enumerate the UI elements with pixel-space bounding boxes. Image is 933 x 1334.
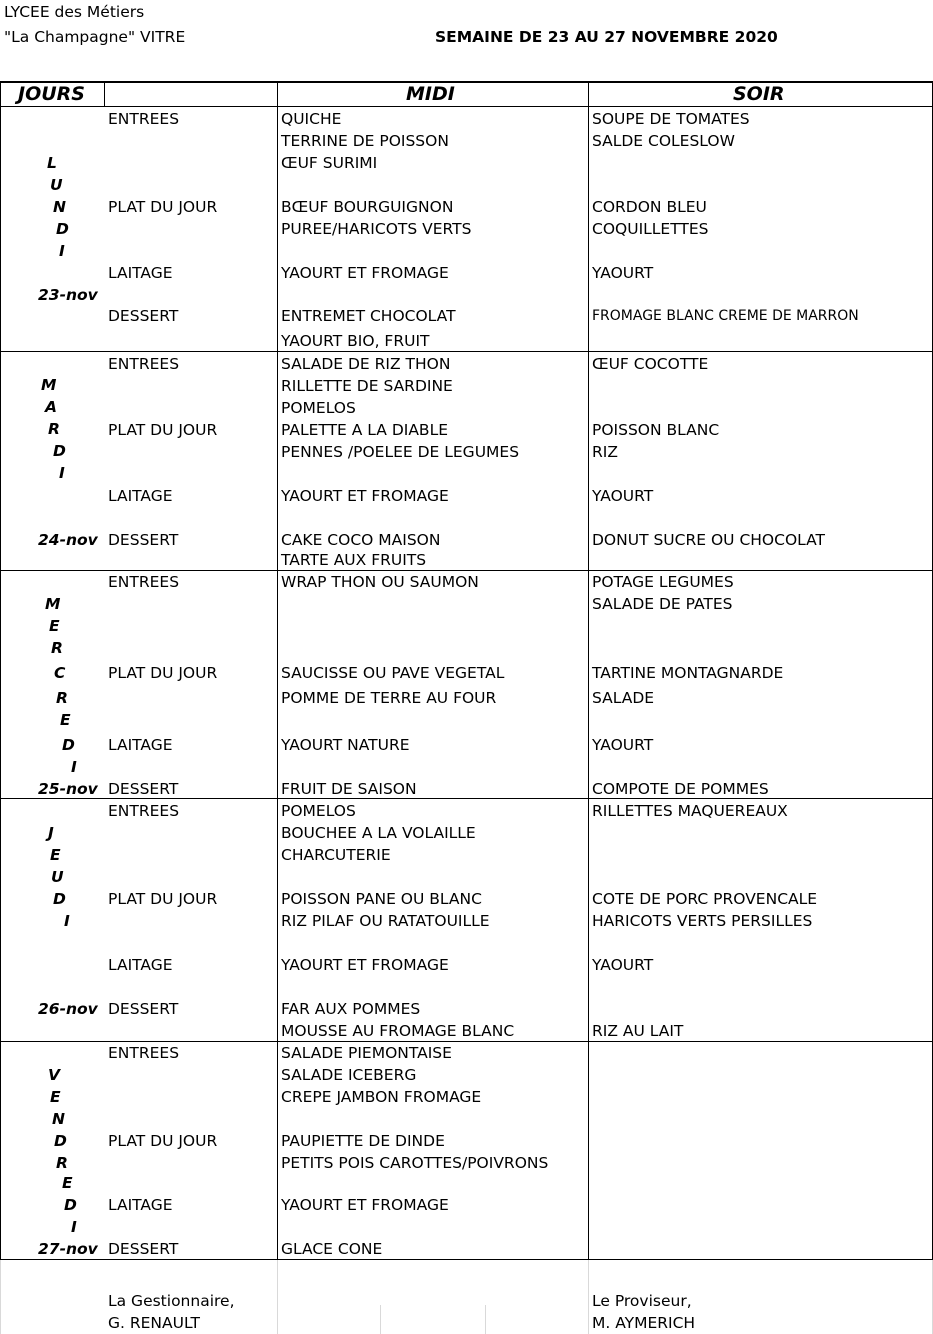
- soir-item: TARTINE MONTAGNARDE: [592, 664, 784, 682]
- day-letter: C: [54, 664, 66, 682]
- soir-item: RILLETTES MAQUEREAUX: [592, 802, 788, 820]
- soir-item: YAOURT: [592, 956, 654, 974]
- category-laitage: LAITAGE: [108, 956, 173, 974]
- soir-item: SALDE COLESLOW: [592, 132, 735, 150]
- category-dessert: DESSERT: [108, 780, 179, 798]
- soir-item: COTE DE PORC PROVENCALE: [592, 890, 818, 908]
- category-plat: PLAT DU JOUR: [108, 890, 218, 908]
- day-letter: L: [47, 154, 57, 172]
- midi-item: PETITS POIS CAROTTES/POIVRONS: [281, 1154, 549, 1172]
- category-dessert: DESSERT: [108, 531, 179, 549]
- grid-line: [588, 1260, 589, 1334]
- soir-item: SALADE DE PATES: [592, 595, 733, 613]
- table-left-border: [0, 81, 1, 1260]
- midi-item: CREPE JAMBON FROMAGE: [281, 1088, 482, 1106]
- category-entrees: ENTREES: [108, 110, 180, 128]
- midi-item: TERRINE DE POISSON: [281, 132, 449, 150]
- signature-left-name: G. RENAULT: [108, 1314, 200, 1332]
- midi-item: POMME DE TERRE AU FOUR: [281, 689, 497, 707]
- day-letter: E: [50, 846, 61, 864]
- day-letter: E: [49, 617, 60, 635]
- midi-item: RIZ PILAF OU RATATOUILLE: [281, 912, 490, 930]
- school-location: "La Champagne" VITRE: [4, 28, 186, 46]
- day-letter: U: [50, 176, 63, 194]
- grid-line: [0, 1260, 1, 1334]
- midi-item: YAOURT BIO, FRUIT: [281, 332, 430, 350]
- day-date: 25-nov: [38, 780, 98, 798]
- day-letter: E: [62, 1174, 73, 1192]
- day-letter: N: [53, 198, 66, 216]
- column-divider: [588, 81, 589, 1260]
- day-letter: I: [71, 1218, 77, 1236]
- category-entrees: ENTREES: [108, 1044, 180, 1062]
- day-letter: N: [52, 1110, 65, 1128]
- category-dessert: DESSERT: [108, 1000, 179, 1018]
- day-letter: U: [51, 868, 64, 886]
- day-date: 24-nov: [38, 531, 98, 549]
- category-laitage: LAITAGE: [108, 487, 173, 505]
- day-letter: D: [53, 890, 66, 908]
- signature-left-title: La Gestionnaire,: [108, 1292, 235, 1310]
- midi-item: CHARCUTERIE: [281, 846, 391, 864]
- midi-item: FAR AUX POMMES: [281, 1000, 421, 1018]
- day-separator: [0, 570, 933, 571]
- midi-item: TARTE AUX FRUITS: [281, 551, 427, 569]
- day-letter: M: [41, 376, 57, 394]
- midi-item: POMELOS: [281, 802, 356, 820]
- category-laitage: LAITAGE: [108, 264, 173, 282]
- category-entrees: ENTREES: [108, 355, 180, 373]
- day-separator: [0, 351, 933, 352]
- day-letter: I: [59, 242, 65, 260]
- day-letter: D: [53, 442, 66, 460]
- header-soir: SOIR: [733, 83, 785, 105]
- day-separator: [0, 1041, 933, 1042]
- midi-item: PENNES /POELEE DE LEGUMES: [281, 443, 520, 461]
- category-plat: PLAT DU JOUR: [108, 664, 218, 682]
- soir-item: RIZ AU LAIT: [592, 1022, 684, 1040]
- day-date: 23-nov: [38, 286, 98, 304]
- day-letter: V: [48, 1066, 60, 1084]
- grid-line: [380, 1305, 381, 1334]
- category-laitage: LAITAGE: [108, 1196, 173, 1214]
- day-letter: E: [50, 1088, 61, 1106]
- soir-item: SALADE: [592, 689, 655, 707]
- soir-item: YAOURT: [592, 487, 654, 505]
- midi-item: SAUCISSE OU PAVE VEGETAL: [281, 664, 505, 682]
- signature-right-name: M. AYMERICH: [592, 1314, 696, 1332]
- day-letter: E: [60, 711, 71, 729]
- midi-item: FRUIT DE SAISON: [281, 780, 417, 798]
- midi-item: SALADE DE RIZ THON: [281, 355, 451, 373]
- column-divider: [104, 81, 105, 107]
- day-date: 26-nov: [38, 1000, 98, 1018]
- midi-item: ENTREMET CHOCOLAT: [281, 307, 456, 325]
- midi-item: GLACE CONE: [281, 1240, 383, 1258]
- signature-right-title: Le Proviseur,: [592, 1292, 692, 1310]
- day-letter: I: [64, 912, 70, 930]
- midi-item: YAOURT ET FROMAGE: [281, 264, 449, 282]
- soir-item: COMPOTE DE POMMES: [592, 780, 769, 798]
- header-midi: MIDI: [406, 83, 455, 105]
- midi-item: YAOURT ET FROMAGE: [281, 1196, 449, 1214]
- soir-item: SOUPE DE TOMATES: [592, 110, 750, 128]
- category-entrees: ENTREES: [108, 802, 180, 820]
- day-letter: R: [56, 689, 68, 707]
- midi-item: MOUSSE AU FROMAGE BLANC: [281, 1022, 515, 1040]
- table-bottom-border: [0, 1259, 933, 1260]
- day-letter: D: [64, 1196, 77, 1214]
- header-jours: JOURS: [18, 83, 85, 105]
- midi-item: YAOURT NATURE: [281, 736, 410, 754]
- day-letter: I: [59, 464, 65, 482]
- school-name: LYCEE des Métiers: [4, 3, 145, 21]
- day-letter: A: [45, 398, 57, 416]
- midi-item: YAOURT ET FROMAGE: [281, 487, 449, 505]
- day-letter: D: [56, 220, 69, 238]
- midi-item: PUREE/HARICOTS VERTS: [281, 220, 472, 238]
- grid-line: [485, 1305, 486, 1334]
- day-letter: D: [62, 736, 75, 754]
- category-laitage: LAITAGE: [108, 736, 173, 754]
- category-entrees: ENTREES: [108, 573, 180, 591]
- midi-item: SALADE PIEMONTAISE: [281, 1044, 452, 1062]
- day-letter: J: [48, 824, 54, 842]
- header-bottom-border: [0, 106, 933, 107]
- soir-item: RIZ: [592, 443, 618, 461]
- soir-item: DONUT SUCRE OU CHOCOLAT: [592, 531, 825, 549]
- day-letter: M: [45, 595, 61, 613]
- category-dessert: DESSERT: [108, 1240, 179, 1258]
- day-letter: R: [48, 420, 60, 438]
- category-plat: PLAT DU JOUR: [108, 421, 218, 439]
- day-letter: D: [54, 1132, 67, 1150]
- midi-item: POMELOS: [281, 399, 356, 417]
- midi-item: WRAP THON OU SAUMON: [281, 573, 479, 591]
- day-letter: R: [51, 639, 63, 657]
- category-plat: PLAT DU JOUR: [108, 198, 218, 216]
- midi-item: SALADE ICEBERG: [281, 1066, 417, 1084]
- day-date: 27-nov: [38, 1240, 98, 1258]
- category-plat: PLAT DU JOUR: [108, 1132, 218, 1150]
- day-letter: R: [56, 1154, 68, 1172]
- soir-item: COQUILLETTES: [592, 220, 709, 238]
- midi-item: PAUPIETTE DE DINDE: [281, 1132, 445, 1150]
- midi-item: POISSON PANE OU BLANC: [281, 890, 482, 908]
- midi-item: ŒUF SURIMI: [281, 154, 378, 172]
- soir-item: YAOURT: [592, 736, 654, 754]
- midi-item: RILLETTE DE SARDINE: [281, 377, 453, 395]
- midi-item: BŒUF BOURGUIGNON: [281, 198, 454, 216]
- soir-item: ŒUF COCOTTE: [592, 355, 709, 373]
- midi-item: BOUCHEE A LA VOLAILLE: [281, 824, 476, 842]
- soir-item: HARICOTS VERTS PERSILLES: [592, 912, 813, 930]
- soir-item: CORDON BLEU: [592, 198, 707, 216]
- soir-item: FROMAGE BLANC CREME DE MARRON: [592, 308, 859, 324]
- soir-item: POISSON BLANC: [592, 421, 720, 439]
- midi-item: CAKE COCO MAISON: [281, 531, 441, 549]
- category-dessert: DESSERT: [108, 307, 179, 325]
- midi-item: PALETTE A LA DIABLE: [281, 421, 448, 439]
- week-title: SEMAINE DE 23 AU 27 NOVEMBRE 2020: [435, 28, 778, 46]
- midi-item: YAOURT ET FROMAGE: [281, 956, 449, 974]
- table-top-border: [0, 81, 933, 83]
- soir-item: YAOURT: [592, 264, 654, 282]
- midi-item: QUICHE: [281, 110, 342, 128]
- soir-item: POTAGE LEGUMES: [592, 573, 734, 591]
- day-letter: I: [71, 758, 77, 776]
- column-divider: [277, 81, 278, 1260]
- grid-line: [277, 1260, 278, 1334]
